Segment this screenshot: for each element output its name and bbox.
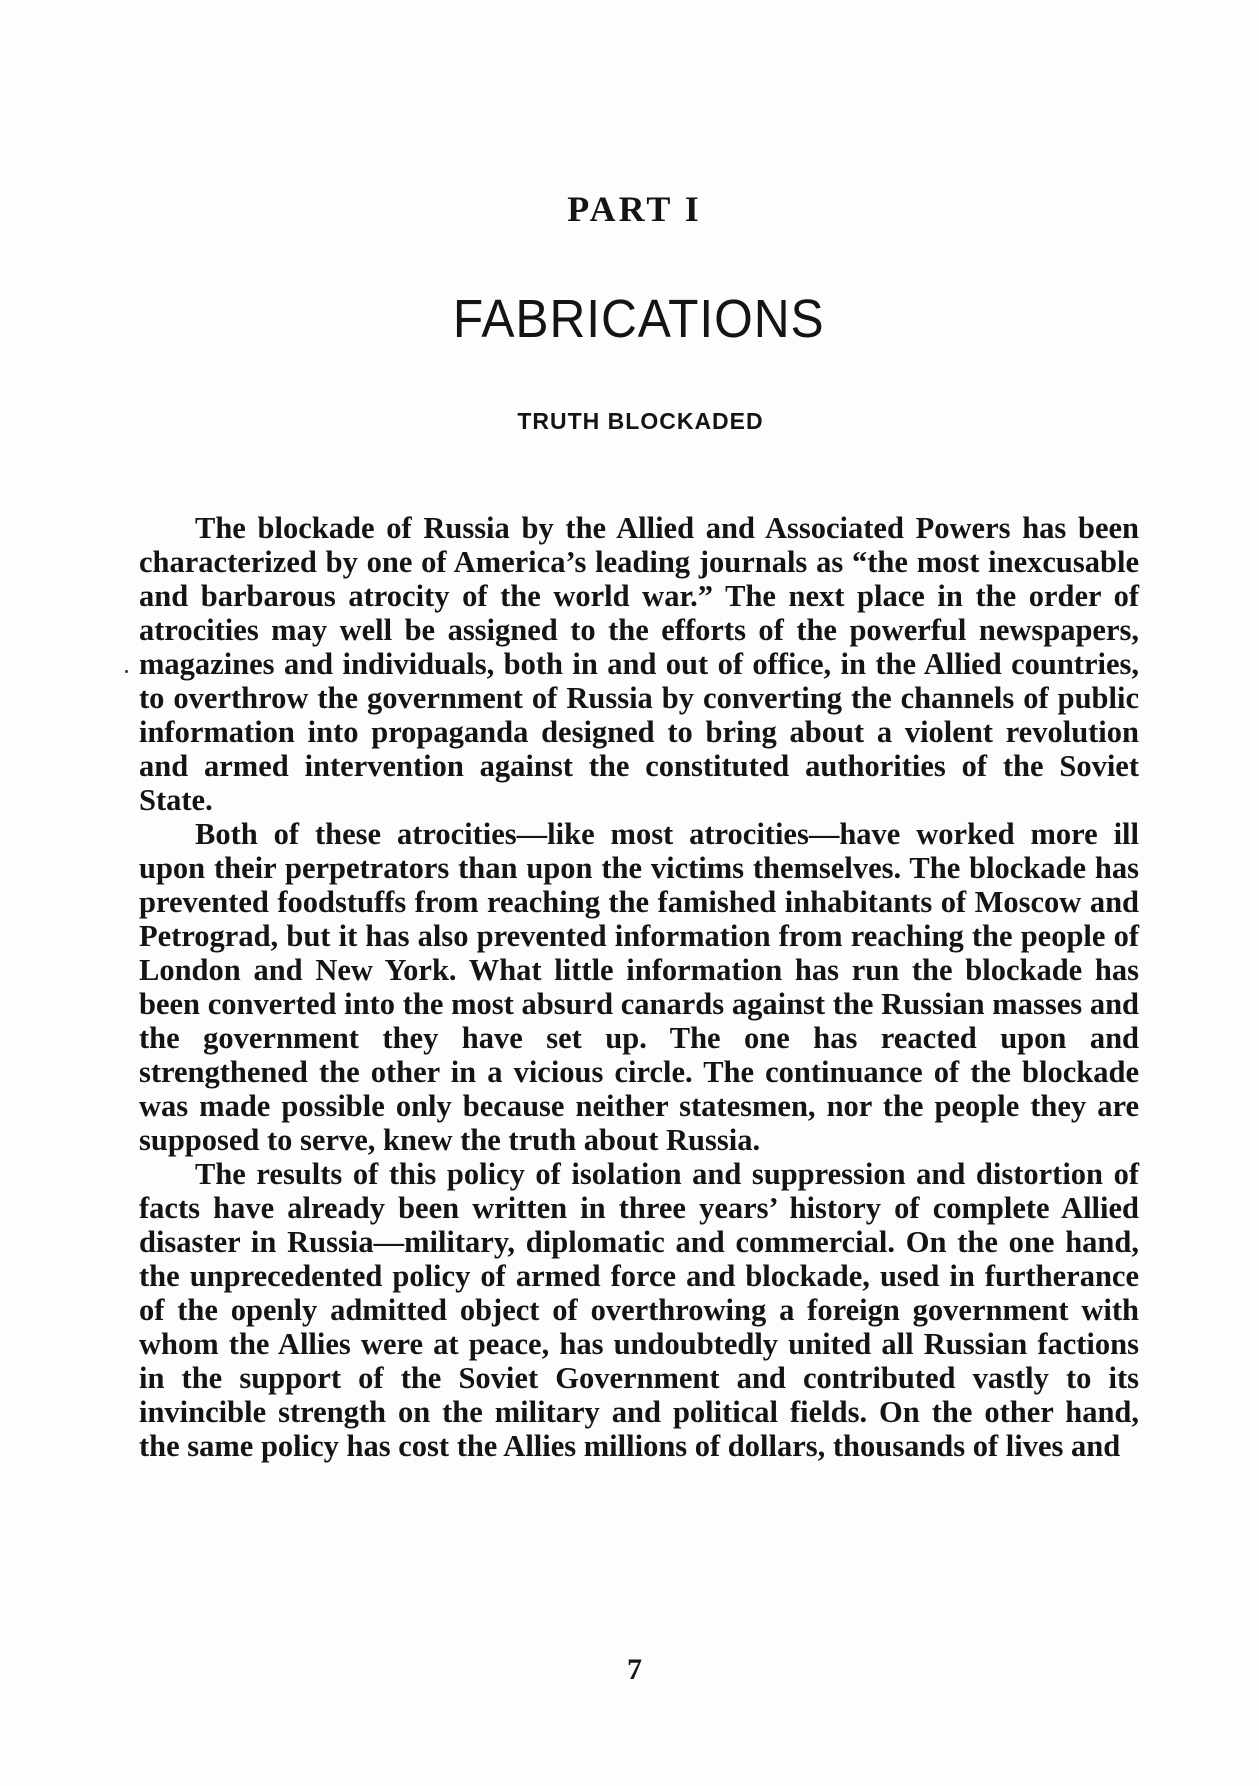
paragraph-1: The blockade of Russia by the Allied and Associated Powers has been characterized by one of America’s leading journals as “the most inexcusable and barbarous atrocity of the world war.” The next place in the order of atrocities may well be assigned to the efforts of the powerful newspapers, magazines and individuals, both in and out of office, in the Allied countries, to overthrow the government of Russia by converting the channels of public information into propaganda designed to bring about a violent revolution and armed intervention against the constituted authorities of the Soviet State. — [139, 511, 1139, 817]
paragraph-2: Both of these atrocities—like most atrocities—have worked more ill upon their perpetrators than upon the victims themselves. The blockade has prevented foodstuffs from reaching the famished inhabitants of Moscow and Petrograd, but it has also prevented information from reaching the people of London and New York. What little information has run the blockade has been converted into the most absurd canards against the Russian masses and the government they have set up. The one has reacted upon and strengthened the other in a vicious circle. The continuance of the blockade was made possible only because neither statesmen, nor the people they are supposed to serve, knew the truth about Russia. — [139, 817, 1139, 1157]
margin-speck — [125, 670, 128, 673]
section-title: TRUTH BLOCKADED — [517, 408, 764, 434]
part-label: PART I — [567, 189, 702, 229]
paragraph-3: The results of this policy of isolation and suppression and distortion of facts have already been written in three years’ history of complete Allied disaster in Russia—military, diplomatic and commercial. On the one hand, the unprecedented policy of armed force and blockade, used in furtherance of the openly admitted object of overthrowing a foreign government with whom the Allies were at peace, has undoubtedly united all Russian factions in the support of the Soviet Government and contributed vastly to its invincible strength on the military and political fields. On the other hand, the same policy has cost the Allies millions of dollars, thousands of lives and — [139, 1157, 1139, 1463]
chapter-title: FABRICATIONS — [452, 289, 825, 349]
page-number: 7 — [627, 1653, 642, 1686]
body-text — [139, 511, 1139, 1463]
